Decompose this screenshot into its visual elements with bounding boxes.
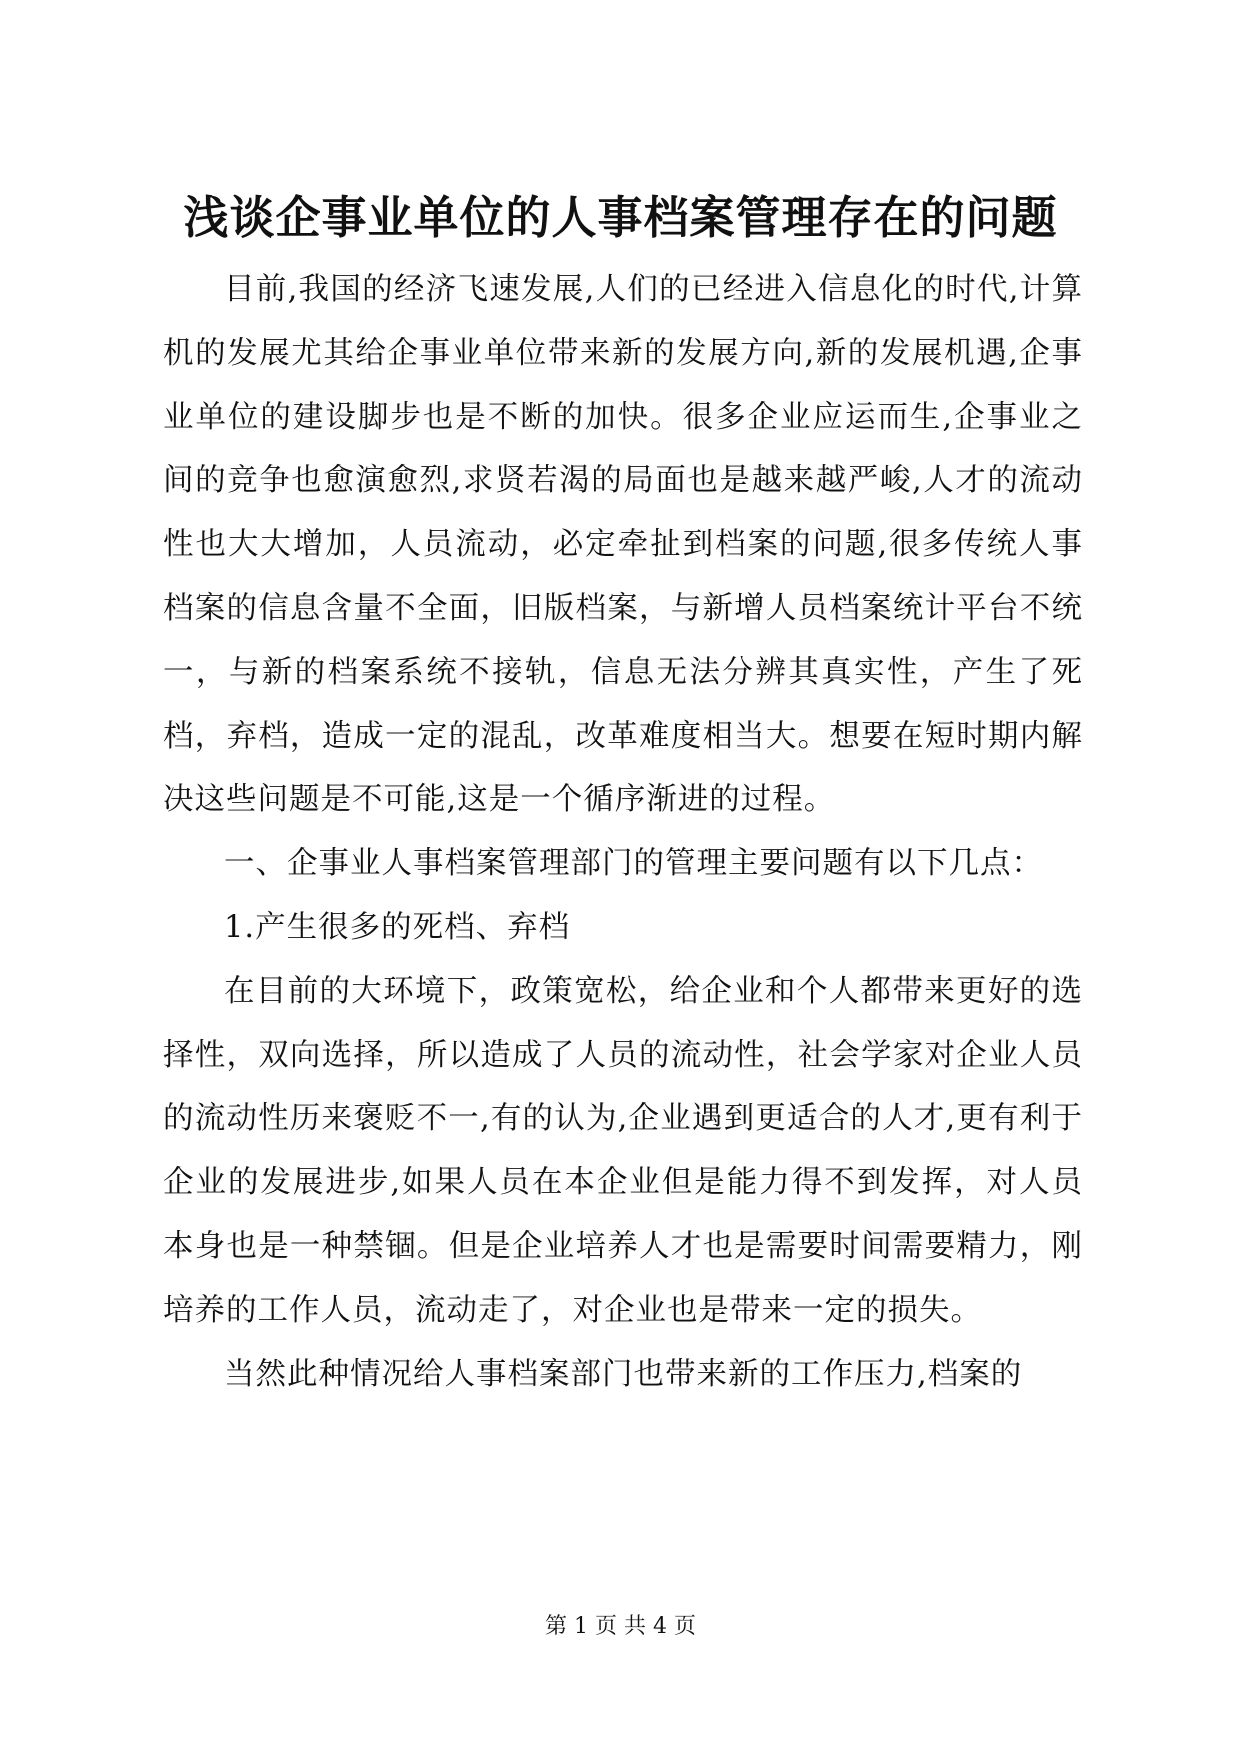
paragraph-intro: 目前,我国的经济飞速发展,人们的已经进入信息化的时代,计算机的发展尤其给企事业单位带来新的发展方向,新的发展机遇,企事业单位的建设脚步也是不断的加快。很多企业应运而生,企事业之间的竞争也愈演愈烈,求贤若渴的局面也是越来越严峻,人才的流动性也大大增加，人员流动，必定牵扯到档案的问题,很多传统人事档案的信息含量不全面，旧版档案，与新增人员档案统计平台不统一，与新的档案系统不接轨，信息无法分辨其真实性，产生了死档，弃档，造成一定的混乱，改革难度相当大。想要在短时期内解决这些问题是不可能,这是一个循序渐进的过程。 xyxy=(163,272,1083,818)
section-heading-1: 一、企事业人事档案管理部门的管理主要问题有以下几点： xyxy=(224,846,1043,882)
document-body xyxy=(163,258,1083,1406)
page-footer: 第 1 页 共 4 页 xyxy=(545,1614,696,1639)
paragraph-environment: 在目前的大环境下，政策宽松，给企业和个人都带来更好的选择性，双向选择，所以造成了人员的流动性，社会学家对企业人员的流动性历来褒贬不一,有的认为,企业遇到更适合的人才,更有利于企业的发展进步,如果人员在本企业但是能力得不到发挥，对人员本身也是一种禁锢。但是企业培养人才也是需要时间需要精力，刚培养的工作人员，流动走了，对企业也是带来一定的损失。 xyxy=(163,973,1083,1328)
subsection-heading-1: 1.产生很多的死档、弃档 xyxy=(224,909,571,945)
document-title: 浅谈企事业单位的人事档案管理存在的问题 xyxy=(183,191,1058,244)
paragraph-continuation: 当然此种情况给人事档案部门也带来新的工作压力,档案的 xyxy=(224,1356,1023,1392)
